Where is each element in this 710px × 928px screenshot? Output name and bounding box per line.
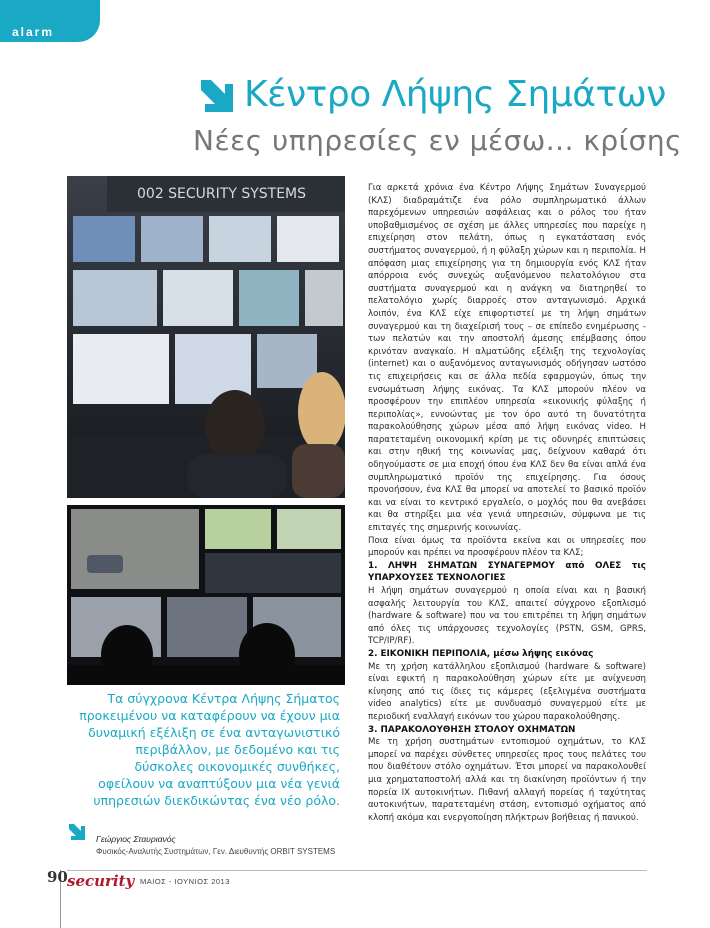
section-tab [0,0,100,42]
body-paragraph: Η λήψη σημάτων συναγερμού η οποία είναι και η βασική ασφαλής λειτουργία του ΚΛΣ, απαιτεί σύγχρονο εξοπλισμό (hardware & software) που να του επιτρέπει τη λήψη σημάτων από όλες τις υπάρχουσες τεχνολογίες (PSTN, GSM, GPRS, TCP/IP/RF). [368,586,646,647]
security-systems-sign: 002 SECURITY SYSTEMS [137,186,307,202]
article-subtitle: Νέες υπηρεσίες εν μέσω... κρίσης [193,124,683,157]
author-role: Φυσικός-Αναλυτής Συστημάτων, Γεν. Διευθυντής ORBIT SYSTEMS [96,847,336,856]
page-number: 90 [47,868,68,886]
article-title: Κέντρο Λήψης Σημάτων [244,74,666,115]
section-heading: 2. ΕΙΚΟΝΙΚΗ ΠΕΡΙΠΟΛΙΑ, μέσω λήψης εικόνας [368,648,594,659]
section-heading: 3. ΠΑΡΑΚΟΛΟΥΘΗΣΗ ΣΤΟΛΟΥ ΟΧΗΜΑΤΩΝ [368,724,576,735]
issue-date: ΜΑΙΟΣ - ΙΟΥΝΙΟΣ 2013 [140,877,230,886]
body-paragraph: Για αρκετά χρόνια ένα Κέντρο Λήψης Σημάτων Συναγερμού (ΚΛΣ) διαδραμάτιζε ένα ρόλο συμπληρωματικό άλλων παρεχόμενων υπηρεσιών ασφάλειας και ο ρόλος του ήταν υποβαθμισμένος σε σχέση με άλλες υπηρεσίες που παρείχε η επιχείρηση στον πελάτη, όπως η εγκατάσταση ενός συστήματος συναγερμού, ή η φύλαξη χώρων και η περιπολία. Η απόφαση μιας επιχείρησης για τη δημιουργία ενός ΚΛΣ ήταν απόρροια ενός συνεχώς αυξανόμενου πελατολόγιου στα συστήματα συναγερμού και η ανάγκη να διατηρηθεί το πελατολόγιο χωρίς διαρροές στον ανταγωνισμό. Αρχικά λοιπόν, ένα ΚΛΣ είχε επιφορτιστεί με τη λήψη σημάτων συναγερμού και τη διαχείρισή τους – σε επίπεδο ενημέρωσης - των πελατών και την αποστολή άμεσης επέμβασης όπου κρινόταν αναγκαίο. Η αλματώδης εξέλιξη της τεχνολογίας (internet) και ο αυξανόμενος ανταγωνισμός οδήγησαν ωστόσο τις επιχειρήσεις και σε άλλα πεδία εφαρμογών, όπως την ενσωμάτωση λήψης εικόνας. Τα ΚΛΣ μπορούν πλέον να προσφέρουν την επιπλέον υπηρεσία «εικονικής φύλαξης ή περιπολίας», εννοώντας με τον όρο αυτό τη δυνατότητα παρακολούθησης χώρων μέσα από λήψη εικόνας video. Η παρατεταμένη οικονομική κρίση με τις οδυνηρές επιπτώσεις και στην ηθική της κοινωνίας μας, δείχνουν καθαρά ότι οδηγούμαστε σε μια εποχή όπου ένα ΚΛΣ δεν θα είναι απλά ένα συμπληρωματικό προϊόν της επιχείρησης. Για όσους προνοήσουν, ένα ΚΛΣ θα μπορεί να αποτελεί το βασικό προϊόν και να είναι το κεντρικό εργαλείο, ο μοχλός που θα ανεβάσει και θα στηρίξει μια νέα γενιά υπηρεσιών, σύμφωνα με τις επιταγές της σημερινής κοινωνίας. [368,183,646,534]
article-body [368,182,646,824]
photo-caption: Τα σύγχρονα Κέντρα Λήψης Σήματος προκειμένου να καταφέρουν να έχουν μια δυναμική εξέλιξη σε ένα ανταγωνιστικό περιβάλλον, με δεδομένο και τις δύσκολες οικονομικές συνθήκες, οφείλουν να αναπτύξουν μια νέα γενιά υπηρεσιών διεκδικώντας ένα νέο ρόλο. [79,691,340,808]
control-room-photo [67,176,345,498]
arrow-icon [197,76,237,116]
body-paragraph: Ποια είναι όμως τα προϊόντα εκείνα και οι υπηρεσίες που μπορούν και πρέπει να προσφέρουν πλέον τα ΚΛΣ; [368,535,646,559]
author-arrow-icon [67,822,87,842]
footer-divider [67,870,647,871]
section-tab-label: alarm [12,25,55,39]
body-paragraph: Με τη χρήση συστημάτων εντοπισμού οχημάτων, το ΚΛΣ μπορεί να παρέχει σύνθετες υπηρεσίες προς τους πελάτες του που διαθέτουν στόλο οχημάτων. Έτσι μπορεί να παρακολουθεί μια χρηματαποστολή αλλά και τη διακίνηση προϊόντων ή την πορεία ΙΧ αυτοκινήτων. Πιθανή αλλαγή πορείας ή ταχύτητας αυτοκινήτων, παρατεταμένη στάση, εντοπισμό οχήματος από κλοπή ακόμα και ενεργοποίηση πλήκτρων βοήθειας ή πανικού. [368,737,646,823]
monitoring-screens-photo [67,505,345,685]
body-paragraph: Με τη χρήση κατάλληλου εξοπλισμού (hardware & software) είναι εφικτή η παρακολούθηση χώρων είτε με ανίχνευση κίνησης από τις ίδιες τις κάμερες (εξελιγμένα συστήματα video analytics) είτε με συνδυασμό συναγερμού είτε με περιοδική εναλλαγή εικόνων του χώρου παρακολούθησης. [368,661,646,722]
author-name: Γεώργιος Σταυριανός [96,834,176,844]
magazine-logo: security [67,872,135,890]
section-heading: 1. ΛΗΨΗ ΣΗΜΑΤΩΝ ΣΥΝΑΓΕΡΜΟΥ από ΟΛΕΣ τις ΥΠΑΡΧΟΥΣΕΣ ΤΕΧΝΟΛΟΓΙΕΣ [368,560,646,584]
